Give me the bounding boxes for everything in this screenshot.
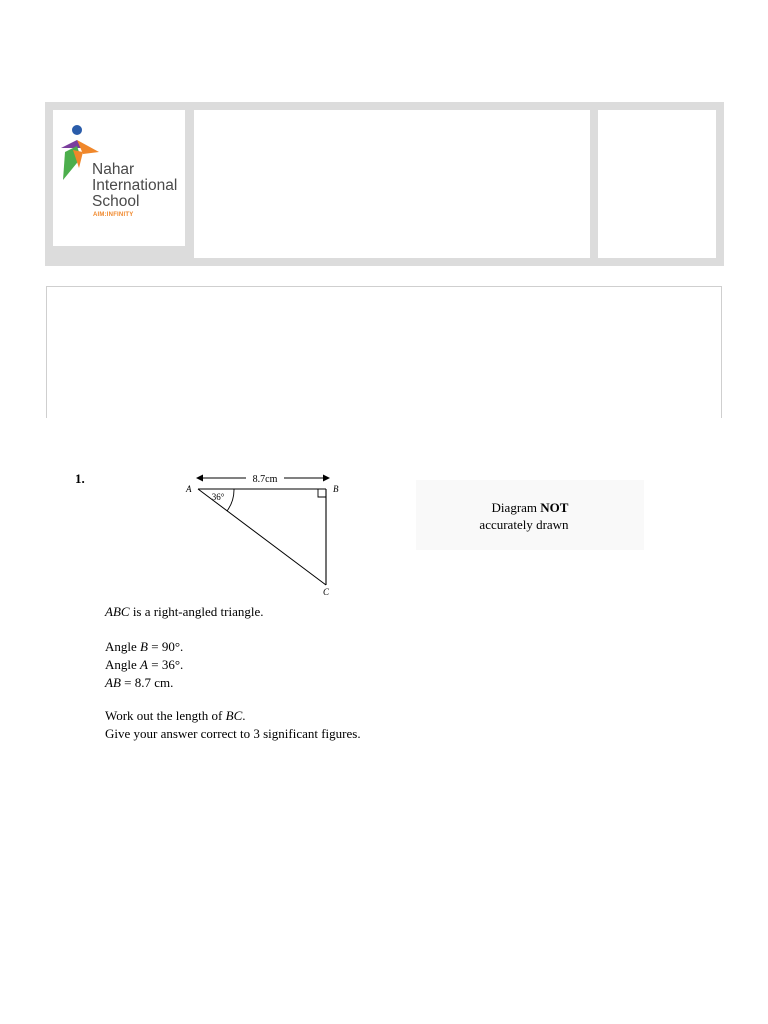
var-abc: ABC	[105, 604, 130, 619]
var-ab: AB	[105, 675, 121, 690]
info-box	[46, 286, 722, 418]
line-2-pre: Angle	[105, 639, 141, 654]
question-line-1	[105, 604, 264, 620]
line-5-rest: .	[242, 708, 246, 723]
vertex-c-label: C	[323, 587, 330, 597]
question-line-2	[105, 639, 183, 655]
logo-line-3: School	[92, 193, 140, 210]
note-bold: NOT	[540, 500, 569, 515]
angle-arc	[227, 489, 234, 511]
header-side-cell	[598, 110, 716, 258]
note-line-2: accurately drawn	[479, 517, 569, 532]
note-line-1	[416, 500, 644, 516]
length-label: 8.7cm	[252, 474, 278, 485]
arrowhead-right-icon	[323, 475, 330, 482]
header-title-cell	[194, 110, 590, 258]
arrowhead-left-icon	[196, 475, 203, 482]
line-1-text: is a right-angled triangle.	[129, 604, 264, 619]
line-2-rest: = 90°.	[147, 639, 184, 654]
var-a: A	[140, 657, 148, 672]
logo-line-2: International	[92, 177, 178, 194]
question-line-6: Give your answer correct to 3 significant figures.	[105, 726, 361, 741]
logo-wordmark	[92, 162, 177, 210]
question-line-3	[105, 657, 183, 673]
question-line-4	[105, 675, 173, 691]
question-line-5	[105, 708, 246, 724]
triangle-diagram	[178, 468, 348, 600]
line-3-pre: Angle	[105, 657, 141, 672]
right-angle-marker	[318, 489, 326, 497]
vertex-a-label: A	[186, 484, 192, 494]
note-prefix: Diagram	[491, 500, 541, 515]
side-ac	[198, 489, 326, 585]
school-logo	[53, 110, 185, 246]
logo-tagline: AIM:INFINITY	[93, 212, 134, 218]
logo-line-1: Nahar	[92, 161, 135, 178]
diagram-note	[416, 480, 644, 550]
vertex-b-label: B	[333, 484, 339, 494]
var-b: B	[140, 639, 148, 654]
line-5-pre: Work out the length of	[105, 708, 226, 723]
line-4-rest: = 8.7 cm.	[120, 675, 174, 690]
angle-label: 36°	[211, 492, 225, 502]
question-number: 1.	[75, 471, 85, 486]
var-bc: BC	[225, 708, 243, 723]
line-3-rest: = 36°.	[147, 657, 184, 672]
